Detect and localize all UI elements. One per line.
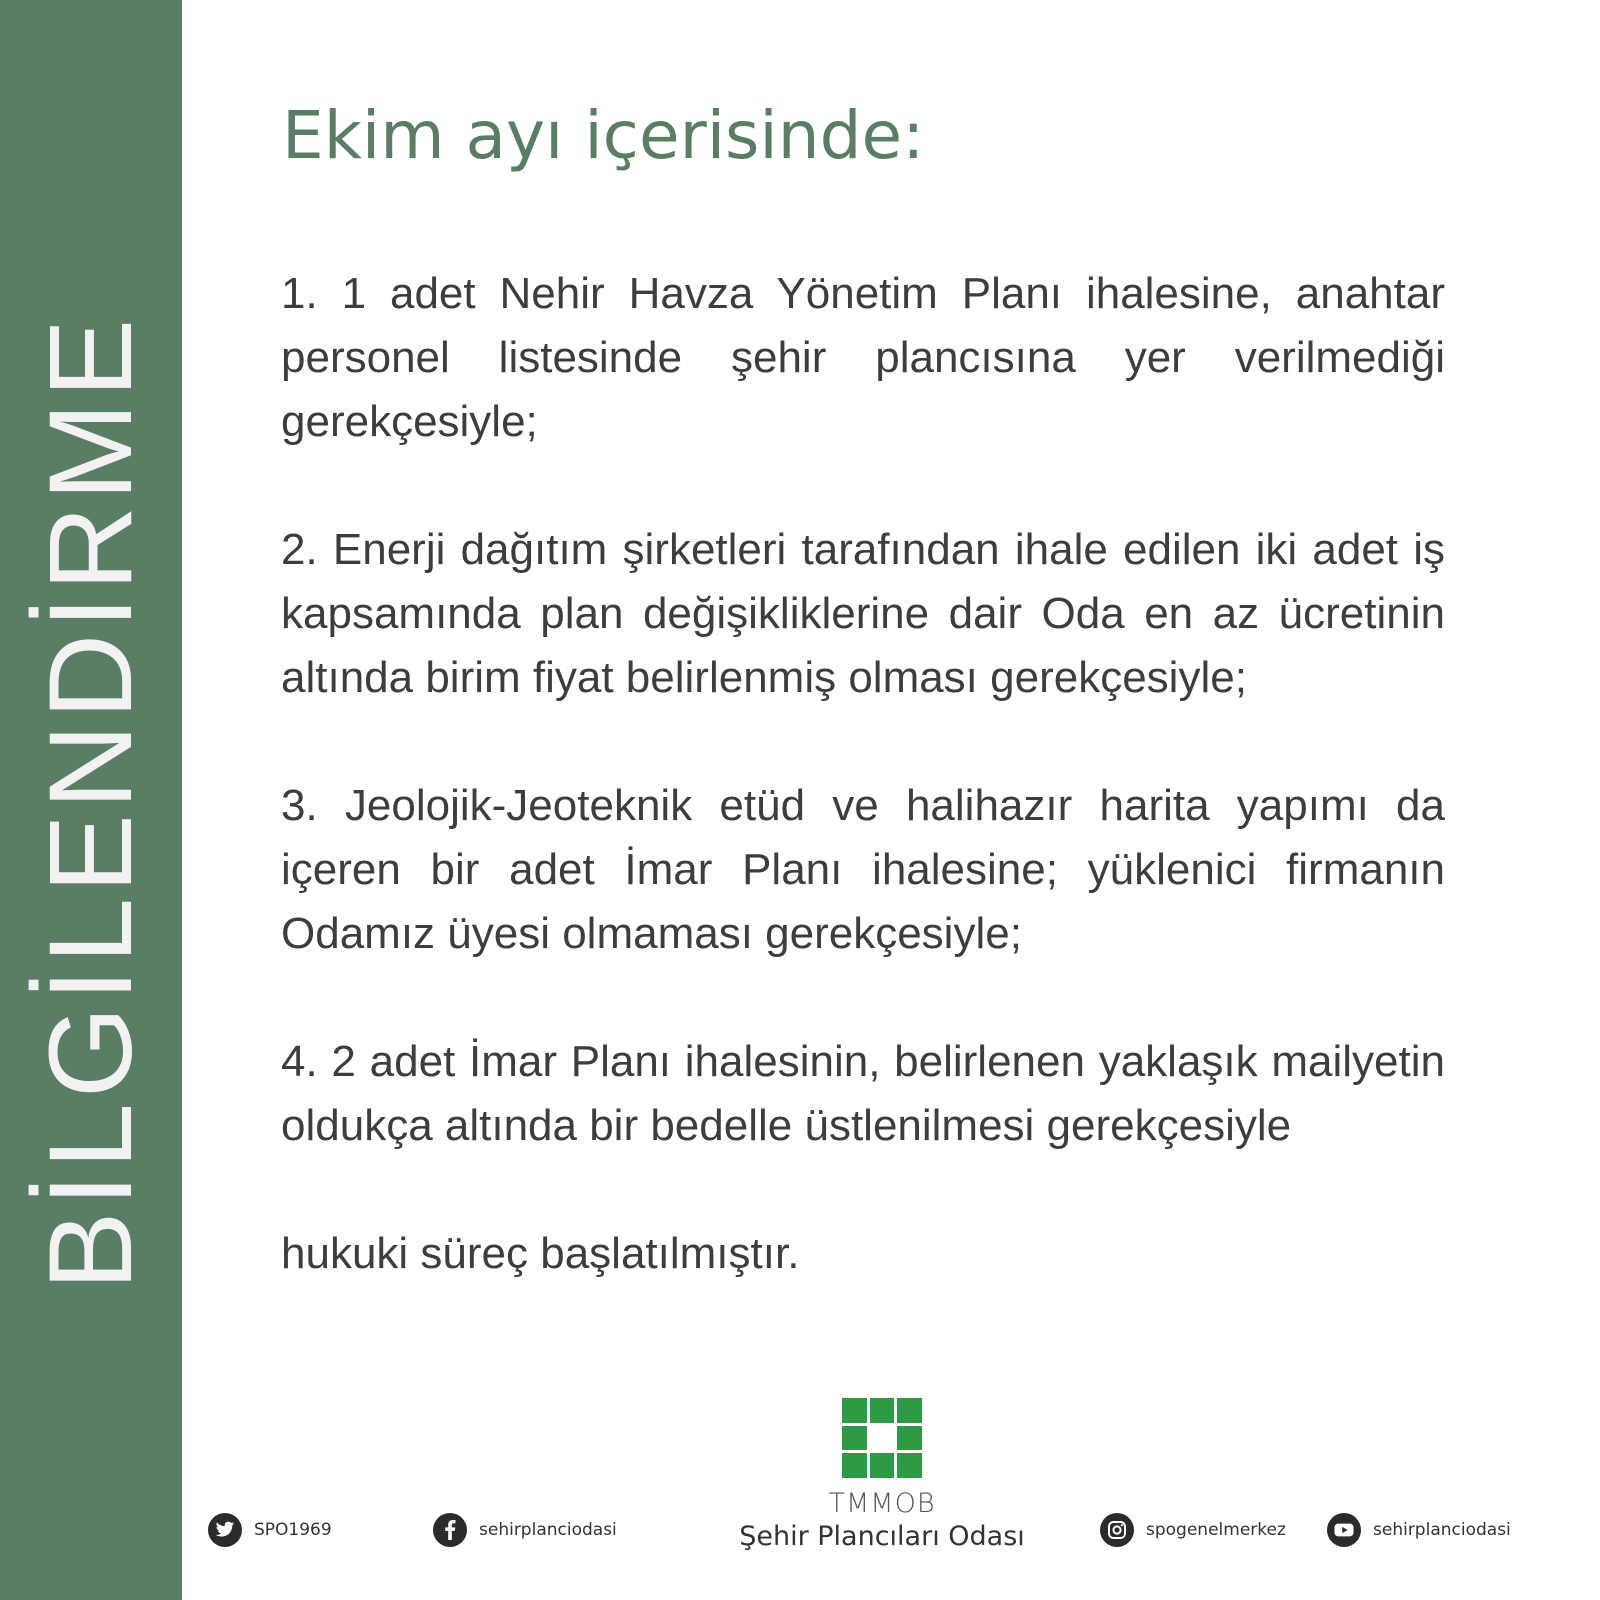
announcement-item-3: 3. Jeolojik-Jeoteknik etüd ve halihazır harita yapımı da içeren bir adet İmar Planı ihalesine; yüklenici firmanın Odamız üyesi olmaması gerekçesiyle;: [281, 781, 1445, 958]
announcement-item-2: 2. Enerji dağıtım şirketleri tarafından ihale edilen iki adet iş kapsamında plan değişikliklerine dair Oda en az ücretinin altında birim fiyat belirlenmiş olması gerekçesiyle;: [281, 525, 1445, 702]
closing-statement: hukuki süreç başlatılmıştır.: [281, 1229, 800, 1278]
social-youtube[interactable]: [1327, 1512, 1511, 1548]
instagram-icon: [1100, 1513, 1134, 1547]
announcement-item-4: 4. 2 adet İmar Planı ihalesinin, belirlenen yaklaşık mailyetin oldukça altında bir bedelle üstlenilmesi gerekçesiyle: [281, 1037, 1445, 1150]
organization-acronym: TMMOB: [828, 1488, 936, 1519]
social-twitter[interactable]: [208, 1512, 332, 1548]
facebook-icon: [433, 1513, 467, 1547]
facebook-handle: sehirplanciodasi: [479, 1520, 617, 1540]
youtube-icon: [1327, 1513, 1361, 1547]
instagram-handle: spogenelmerkez: [1146, 1520, 1286, 1540]
twitter-icon: [208, 1513, 242, 1547]
page-heading: Ekim ayı içerisinde:: [282, 97, 925, 174]
organization-name: Şehir Plancıları Odası: [739, 1521, 1025, 1552]
tmmob-logo-icon: [842, 1398, 922, 1478]
social-facebook[interactable]: [433, 1512, 617, 1548]
sidebar: [0, 0, 182, 1600]
sidebar-title: BİLGİLENDİRME: [25, 313, 157, 1291]
social-instagram[interactable]: [1100, 1512, 1286, 1548]
announcement-body: [281, 262, 1445, 1286]
announcement-item-1: 1. 1 adet Nehir Havza Yönetim Planı ihalesine, anahtar personel listesinde şehir plancısına yer verilmediği gerekçesiyle;: [281, 269, 1445, 446]
youtube-handle: sehirplanciodasi: [1373, 1520, 1511, 1540]
twitter-handle: SPO1969: [254, 1520, 332, 1540]
